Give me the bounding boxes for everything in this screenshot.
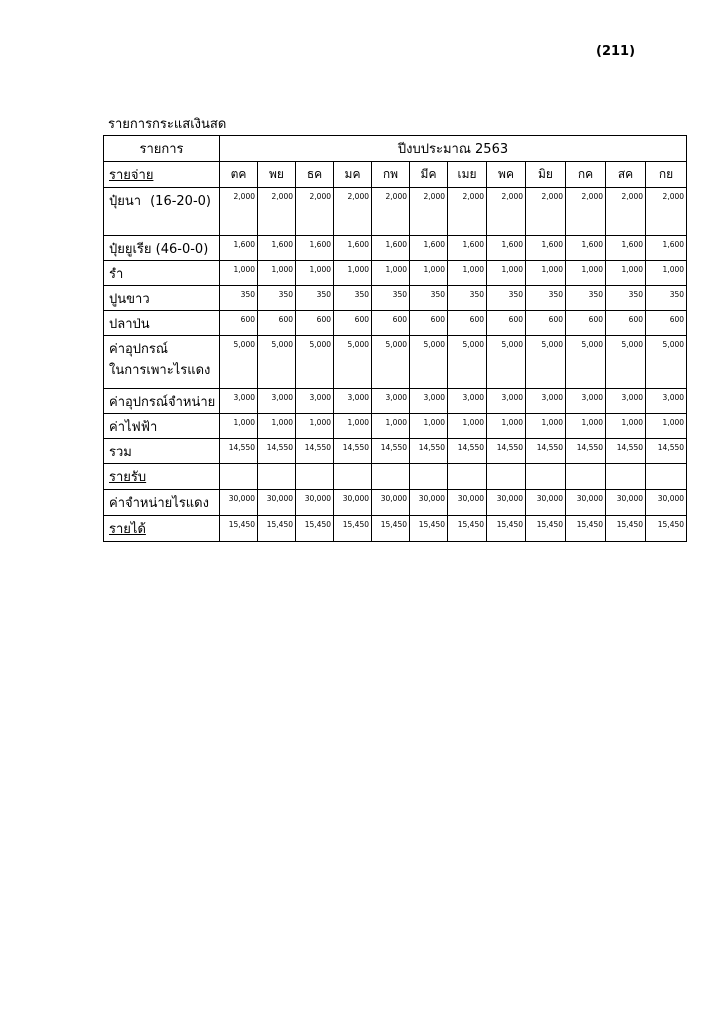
section-income-row (104, 464, 687, 490)
month-header: มิย (526, 162, 566, 188)
value-cell: 2,000 (606, 188, 646, 236)
value-cell: 350 (334, 286, 372, 311)
value-cell: 14,550 (220, 439, 258, 464)
row-label: ค่าจำหน่ายไรแดง (104, 490, 220, 516)
value-cell: 600 (372, 311, 410, 336)
value-cell: 14,550 (566, 439, 606, 464)
month-header: ธค (296, 162, 334, 188)
value-cell: 5,000 (487, 336, 526, 389)
month-header: สค (606, 162, 646, 188)
value-cell: 30,000 (526, 490, 566, 516)
month-header: ตค (220, 162, 258, 188)
row-label-line2: ในการเพาะไรแดง (109, 363, 211, 378)
header-row (104, 136, 687, 162)
value-cell: 1,000 (646, 414, 687, 439)
month-header: พค (487, 162, 526, 188)
value-cell: 1,600 (410, 236, 448, 261)
value-cell: 600 (448, 311, 487, 336)
value-cell: 14,550 (448, 439, 487, 464)
value-cell: 2,000 (487, 188, 526, 236)
empty-cell (487, 464, 526, 490)
empty-cell (372, 464, 410, 490)
value-cell: 3,000 (220, 389, 258, 414)
value-cell: 14,550 (258, 439, 296, 464)
row-label-suffix: (16-20-0) (150, 194, 211, 209)
value-cell: 350 (566, 286, 606, 311)
empty-cell (296, 464, 334, 490)
value-cell: 15,450 (220, 516, 258, 542)
value-cell: 15,450 (566, 516, 606, 542)
row-label (104, 336, 220, 389)
value-cell: 1,000 (258, 414, 296, 439)
value-cell: 600 (526, 311, 566, 336)
row-label: รำ (104, 261, 220, 286)
table-row (104, 439, 687, 464)
month-header: กพ (372, 162, 410, 188)
value-cell: 5,000 (220, 336, 258, 389)
table-row (104, 336, 687, 389)
value-cell: 30,000 (566, 490, 606, 516)
month-header: กค (566, 162, 606, 188)
value-cell: 1,000 (258, 261, 296, 286)
empty-cell (646, 464, 687, 490)
value-cell: 350 (448, 286, 487, 311)
value-cell: 15,450 (296, 516, 334, 542)
value-cell: 600 (566, 311, 606, 336)
value-cell: 600 (606, 311, 646, 336)
value-cell: 14,550 (646, 439, 687, 464)
value-cell: 1,600 (296, 236, 334, 261)
value-cell: 1,000 (296, 261, 334, 286)
value-cell: 350 (606, 286, 646, 311)
fiscal-year-header: ปีงบประมาณ 2563 (220, 136, 687, 162)
value-cell: 14,550 (606, 439, 646, 464)
value-cell: 5,000 (448, 336, 487, 389)
value-cell: 3,000 (646, 389, 687, 414)
value-cell: 14,550 (372, 439, 410, 464)
table-row (104, 414, 687, 439)
empty-cell (410, 464, 448, 490)
net-income-label: รายได้ (104, 516, 220, 542)
value-cell: 30,000 (258, 490, 296, 516)
value-cell: 5,000 (372, 336, 410, 389)
value-cell: 15,450 (410, 516, 448, 542)
empty-cell (448, 464, 487, 490)
value-cell: 15,450 (526, 516, 566, 542)
page-number: (211) (596, 44, 636, 59)
item-header: รายการ (104, 136, 220, 162)
value-cell: 350 (526, 286, 566, 311)
value-cell: 15,450 (646, 516, 687, 542)
value-cell: 1,600 (606, 236, 646, 261)
value-cell: 2,000 (566, 188, 606, 236)
value-cell: 3,000 (606, 389, 646, 414)
value-cell: 2,000 (526, 188, 566, 236)
value-cell: 1,000 (220, 261, 258, 286)
value-cell: 14,550 (410, 439, 448, 464)
value-cell: 15,450 (487, 516, 526, 542)
value-cell: 600 (334, 311, 372, 336)
value-cell: 1,000 (410, 414, 448, 439)
value-cell: 30,000 (296, 490, 334, 516)
value-cell: 1,600 (487, 236, 526, 261)
value-cell: 30,000 (646, 490, 687, 516)
table-row (104, 261, 687, 286)
empty-cell (258, 464, 296, 490)
value-cell: 30,000 (448, 490, 487, 516)
value-cell: 1,600 (372, 236, 410, 261)
value-cell: 2,000 (372, 188, 410, 236)
value-cell: 30,000 (334, 490, 372, 516)
value-cell: 600 (487, 311, 526, 336)
value-cell: 3,000 (487, 389, 526, 414)
value-cell: 2,000 (448, 188, 487, 236)
value-cell: 15,450 (372, 516, 410, 542)
row-label: ค่าอุปกรณ์จำหน่าย (104, 389, 220, 414)
value-cell: 1,000 (372, 414, 410, 439)
value-cell: 2,000 (410, 188, 448, 236)
row-label (104, 188, 220, 236)
value-cell: 5,000 (646, 336, 687, 389)
empty-cell (334, 464, 372, 490)
value-cell: 1,000 (646, 261, 687, 286)
value-cell: 5,000 (526, 336, 566, 389)
month-header: กย (646, 162, 687, 188)
month-header: เมย (448, 162, 487, 188)
value-cell: 5,000 (566, 336, 606, 389)
value-cell: 14,550 (296, 439, 334, 464)
value-cell: 600 (646, 311, 687, 336)
month-header: มีค (410, 162, 448, 188)
value-cell: 2,000 (334, 188, 372, 236)
section-income-label: รายรับ (104, 464, 220, 490)
value-cell: 1,000 (296, 414, 334, 439)
empty-cell (220, 464, 258, 490)
value-cell: 3,000 (566, 389, 606, 414)
row-label: ปุ๋ยยูเรีย (46-0-0) (104, 236, 220, 261)
value-cell: 3,000 (372, 389, 410, 414)
value-cell: 2,000 (646, 188, 687, 236)
value-cell: 1,600 (646, 236, 687, 261)
value-cell: 350 (646, 286, 687, 311)
row-label: ค่าไฟฟ้า (104, 414, 220, 439)
table-row (104, 490, 687, 516)
value-cell: 1,000 (606, 414, 646, 439)
value-cell: 1,600 (334, 236, 372, 261)
value-cell: 2,000 (220, 188, 258, 236)
section-expense-label: รายจ่าย (104, 162, 220, 188)
value-cell: 30,000 (410, 490, 448, 516)
value-cell: 5,000 (296, 336, 334, 389)
value-cell: 600 (258, 311, 296, 336)
row-label: ปลาป่น (104, 311, 220, 336)
table-row (104, 188, 687, 236)
value-cell: 1,000 (487, 261, 526, 286)
value-cell: 1,000 (448, 261, 487, 286)
value-cell: 5,000 (258, 336, 296, 389)
value-cell: 3,000 (258, 389, 296, 414)
value-cell: 1,600 (448, 236, 487, 261)
value-cell: 1,000 (448, 414, 487, 439)
row-label-wrap (109, 191, 219, 212)
row-label-text: ปุ๋ยนา (109, 194, 142, 209)
value-cell: 5,000 (606, 336, 646, 389)
value-cell: 350 (296, 286, 334, 311)
value-cell: 3,000 (334, 389, 372, 414)
value-cell: 14,550 (487, 439, 526, 464)
value-cell: 1,600 (526, 236, 566, 261)
month-row (104, 162, 687, 188)
value-cell: 15,450 (448, 516, 487, 542)
value-cell: 3,000 (410, 389, 448, 414)
row-label: รวม (104, 439, 220, 464)
value-cell: 5,000 (410, 336, 448, 389)
empty-cell (566, 464, 606, 490)
value-cell: 600 (410, 311, 448, 336)
value-cell: 1,000 (526, 414, 566, 439)
value-cell: 5,000 (334, 336, 372, 389)
table-row (104, 286, 687, 311)
value-cell: 1,600 (566, 236, 606, 261)
row-label-text: ค่าอุปกรณ์ (109, 342, 168, 357)
value-cell: 30,000 (372, 490, 410, 516)
value-cell: 600 (220, 311, 258, 336)
value-cell: 1,000 (566, 261, 606, 286)
value-cell: 1,000 (220, 414, 258, 439)
value-cell: 14,550 (334, 439, 372, 464)
value-cell: 600 (296, 311, 334, 336)
value-cell: 15,450 (334, 516, 372, 542)
month-header: พย (258, 162, 296, 188)
value-cell: 30,000 (220, 490, 258, 516)
month-header: มค (334, 162, 372, 188)
value-cell: 1,000 (606, 261, 646, 286)
value-cell: 1,600 (220, 236, 258, 261)
value-cell: 1,000 (487, 414, 526, 439)
value-cell: 1,000 (566, 414, 606, 439)
value-cell: 2,000 (258, 188, 296, 236)
value-cell: 3,000 (526, 389, 566, 414)
value-cell: 1,000 (334, 261, 372, 286)
value-cell: 350 (372, 286, 410, 311)
value-cell: 1,000 (334, 414, 372, 439)
cash-flow-table (103, 135, 687, 542)
value-cell: 30,000 (487, 490, 526, 516)
value-cell: 14,550 (526, 439, 566, 464)
value-cell: 3,000 (448, 389, 487, 414)
table-caption: รายการกระแสเงินสด (108, 117, 227, 132)
value-cell: 350 (258, 286, 296, 311)
empty-cell (526, 464, 566, 490)
row-label: ปูนขาว (104, 286, 220, 311)
net-income-row (104, 516, 687, 542)
empty-cell (606, 464, 646, 490)
table-row (104, 311, 687, 336)
table-row (104, 236, 687, 261)
value-cell: 15,450 (606, 516, 646, 542)
value-cell: 2,000 (296, 188, 334, 236)
value-cell: 30,000 (606, 490, 646, 516)
value-cell: 1,000 (410, 261, 448, 286)
value-cell: 1,000 (372, 261, 410, 286)
value-cell: 350 (220, 286, 258, 311)
value-cell: 350 (487, 286, 526, 311)
value-cell: 350 (410, 286, 448, 311)
value-cell: 1,000 (526, 261, 566, 286)
value-cell: 15,450 (258, 516, 296, 542)
value-cell: 1,600 (258, 236, 296, 261)
table-row (104, 389, 687, 414)
value-cell: 3,000 (296, 389, 334, 414)
